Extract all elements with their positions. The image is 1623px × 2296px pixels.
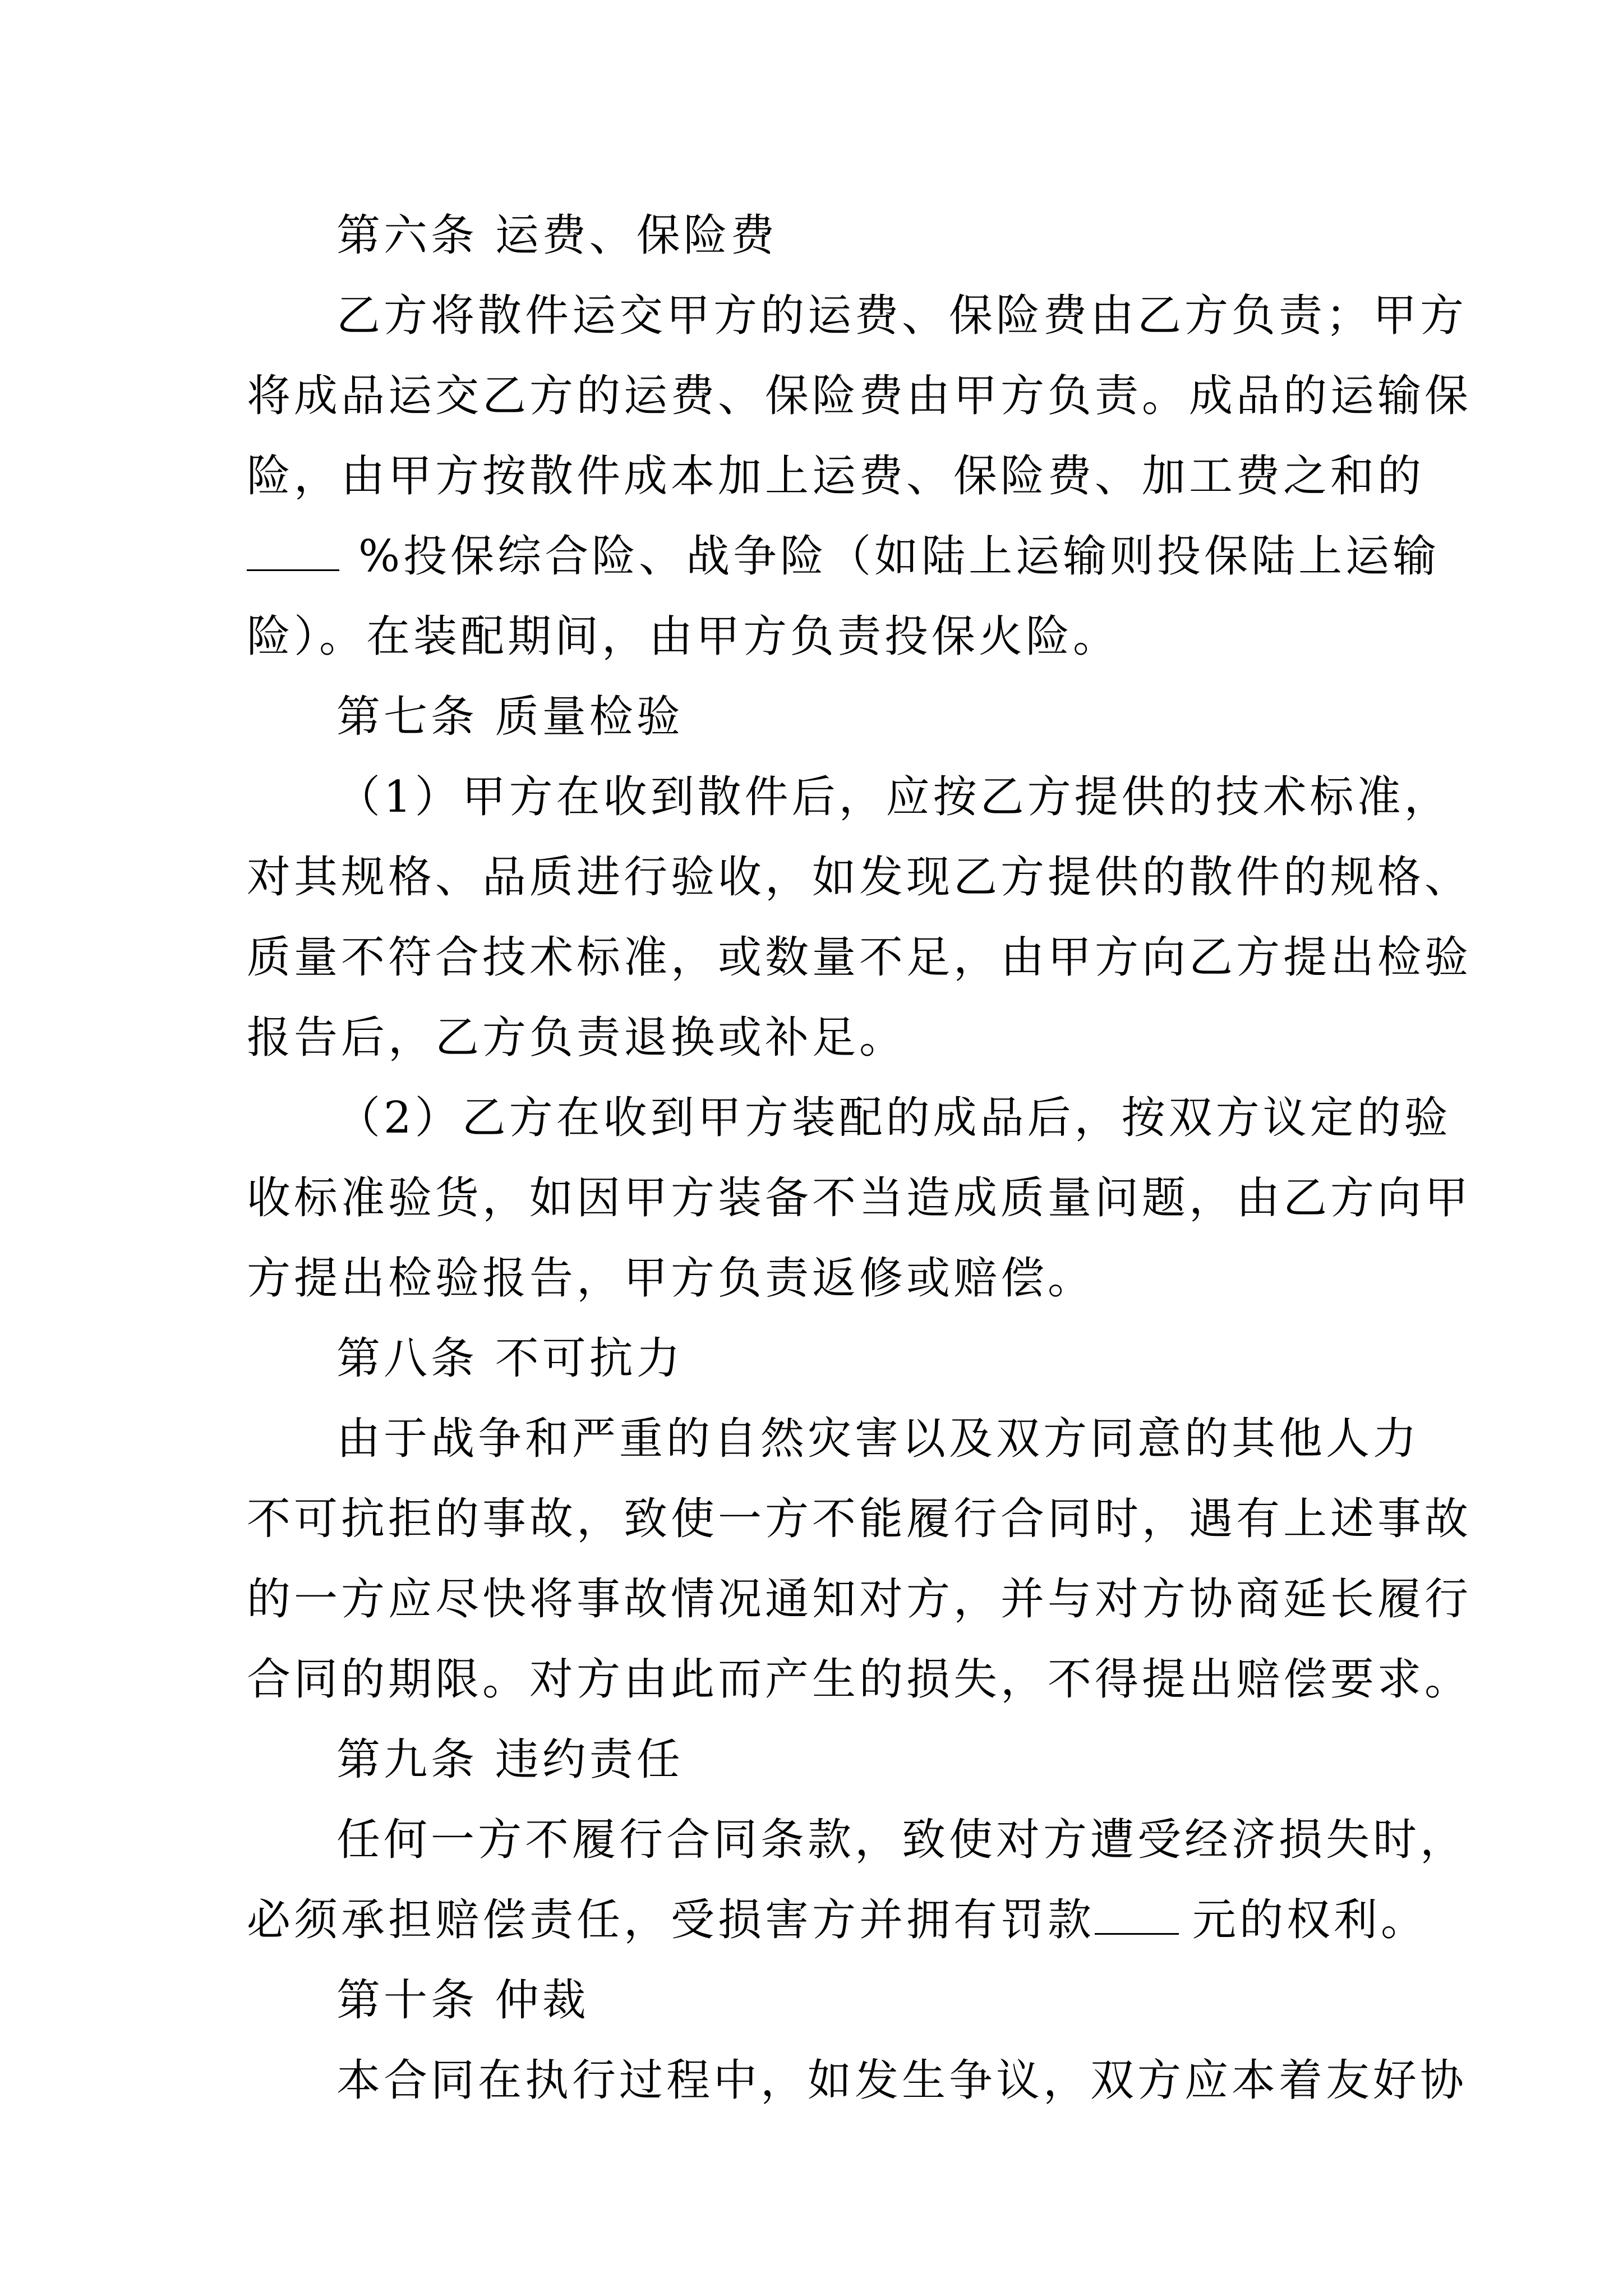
article-7-para-1-line-4: 报告后，乙方负责退换或补足。 xyxy=(247,1013,907,1063)
article-6-heading: 第六条 运费、保险费 xyxy=(336,210,778,261)
blank-field xyxy=(247,526,339,571)
article-9-heading: 第九条 违约责任 xyxy=(336,1734,684,1785)
article-7-para-1-line-1: （1）甲方在收到散件后，应按乙方提供的技术标准， xyxy=(336,772,1451,822)
article-7-para-2-line-2: 收标准验货，如因甲方装备不当造成质量问题，由乙方向甲 xyxy=(247,1173,1472,1223)
article-6-line-3: 险，由甲方按散件成本加上运费、保险费、加工费之和的 xyxy=(247,451,1425,501)
article-8-heading: 第八条 不可抗力 xyxy=(336,1333,684,1384)
article-9-line-2 xyxy=(247,1881,1428,1959)
article-7-para-2-line-3: 方提出检验报告，甲方负责返修或赔偿。 xyxy=(247,1253,1095,1304)
article-7-para-1-line-2: 对其规格、品质进行验收，如发现乙方提供的散件的规格、 xyxy=(247,852,1472,903)
article-8-line-1: 由于战争和严重的自然灾害以及双方同意的其他人力 xyxy=(336,1414,1421,1464)
article-8-line-2: 不可抗拒的事故，致使一方不能履行合同时，遇有上述事故 xyxy=(247,1494,1472,1544)
article-7-heading: 第七条 质量检验 xyxy=(336,692,684,742)
article-9-line-2-text-a: 必须承担赔偿责任，受损害方并拥有罚款 xyxy=(247,1895,1095,1945)
article-6-line-5: 险）。在装配期间，由甲方负责投保火险。 xyxy=(247,611,1121,662)
article-9-line-1: 任何一方不履行合同条款，致使对方遭受经济损失时， xyxy=(336,1815,1468,1865)
article-6-line-4-text: %投保综合险、战争险（如陆上运输则投保陆上运输 xyxy=(358,531,1440,582)
article-8-line-3: 的一方应尽快将事故情况通知对方，并与对方协商延长履行 xyxy=(247,1574,1472,1625)
article-10-line-1: 本合同在执行过程中，如发生争议，双方应本着友好协 xyxy=(336,2055,1468,2106)
blank-field xyxy=(1095,1889,1179,1935)
article-10-heading: 第十条 仲裁 xyxy=(336,1975,589,2026)
article-7-para-1-line-3: 质量不符合技术标准，或数量不足，由甲方向乙方提出检验 xyxy=(247,932,1472,983)
article-7-para-2-line-1: （2）乙方在收到甲方装配的成品后，按双方议定的验 xyxy=(336,1093,1451,1143)
article-8-line-4: 合同的期限。对方由此而产生的损失，不得提出赔偿要求。 xyxy=(247,1654,1472,1705)
article-6-line-4 xyxy=(247,517,1440,596)
article-9-line-2-text-b: 元的权利。 xyxy=(1192,1895,1428,1945)
article-6-line-2: 将成品运交乙方的运费、保险费由甲方负责。成品的运输保 xyxy=(247,371,1472,421)
article-6-line-1: 乙方将散件运交甲方的运费、保险费由乙方负责；甲方 xyxy=(336,291,1468,341)
